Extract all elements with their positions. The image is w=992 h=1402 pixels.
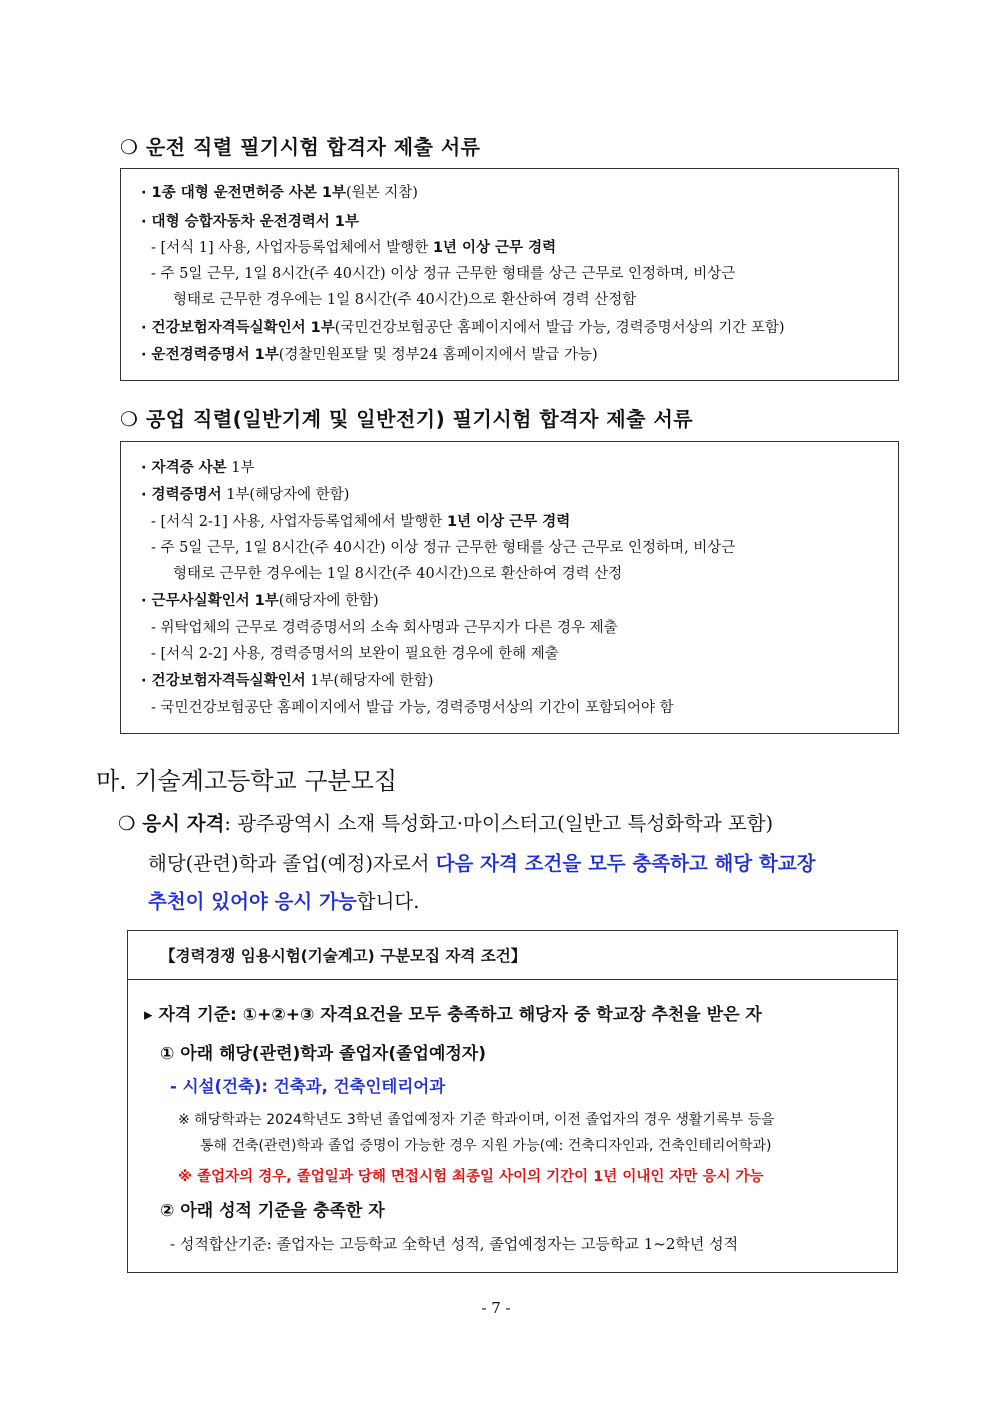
note-2-graduates: ※ 졸업자의 경우, 졸업일과 당해 면접시험 최종일 사이의 기간이 1년 이내인 자만 응시 가능 (178, 1169, 764, 1185)
qualification-line-1: ❍ 응시 자격: 광주광역시 소재 특성화고·마이스터고(일반고 특성화학과 포함) (118, 812, 774, 835)
section-heading-driver: ❍ 운전 직렬 필기시험 합격자 제출 서류 (120, 135, 481, 159)
doc-subitem-cont: 형태로 근무한 경우에는 1일 8시간(주 40시간)으로 환산하여 경력 산정함 (173, 292, 637, 308)
doc-item: · 건강보험자격득실확인서 1부(국민건강보험공단 홈페이지에서 발급 가능, 경력증명서상의 기간 포함) (141, 320, 785, 336)
doc-item: · 자격증 사본 1부 (141, 460, 255, 476)
doc-subitem: - 위탁업체의 근무로 경력증명서의 소속 회사명과 근무지가 다른 경우 제출 (151, 620, 618, 636)
conditions-title-row (128, 931, 897, 980)
doc-subitem: - 국민건강보험공단 홈페이지에서 발급 가능, 경력증명서상의 기간이 포함되어야 함 (151, 700, 674, 716)
industrial-documents-box (120, 441, 899, 734)
criterion-2-detail: - 성적합산기준: 졸업자는 고등학교 全학년 성적, 졸업예정자는 고등학교 1~2학년 성적 (170, 1235, 739, 1253)
doc-subitem-cont: 형태로 근무한 경우에는 1일 8시간(주 40시간)으로 환산하여 경력 산정 (173, 566, 623, 582)
doc-item: · 경력증명서 1부(해당자에 한함) (141, 487, 350, 503)
doc-item: · 운전경력증명서 1부(경찰민원포탈 및 정부24 홈페이지에서 발급 가능) (141, 347, 598, 363)
doc-subitem: - 주 5일 근무, 1일 8시간(주 40시간) 이상 정규 근무한 형태를 상근 근무로 인정하며, 비상근 (151, 540, 736, 556)
doc-subitem: - [서식 2-2] 사용, 경력증명서의 보완이 필요한 경우에 한해 제출 (151, 646, 559, 662)
doc-item: · 근무사실확인서 1부(해당자에 한함) (141, 593, 379, 609)
doc-subitem: - [서식 1] 사용, 사업자등록업체에서 발행한 1년 이상 근무 경력 (151, 240, 557, 256)
section-heading-industrial: ❍ 공업 직렬(일반기계 및 일반전기) 필기시험 합격자 제출 서류 (120, 407, 694, 431)
criterion-1-department: - 시설(건축): 건축과, 건축인테리어과 (170, 1077, 446, 1096)
note-1b: 통해 건축(관련)학과 졸업 증명이 가능한 경우 지원 가능(예: 건축디자인과, 건축인테리어학과) (200, 1138, 772, 1154)
driver-documents-box (120, 168, 899, 381)
note-1a: ※ 해당학과는 2024학년도 3학년 졸업예정자 기준 학과이며, 이전 졸업자의 경우 생활기록부 등을 (178, 1112, 775, 1128)
criterion-1: ① 아래 해당(관련)학과 졸업자(졸업예정자) (160, 1044, 486, 1064)
doc-item: · 1종 대형 운전면허증 사본 1부(원본 지참) (141, 185, 418, 201)
section-heading-tech-school: 마. 기술계고등학교 구분모집 (96, 767, 398, 795)
criterion-2: ② 아래 성적 기준을 충족한 자 (160, 1201, 385, 1221)
doc-item: · 대형 승합자동차 운전경력서 1부 (141, 214, 359, 230)
doc-subitem: - 주 5일 근무, 1일 8시간(주 40시간) 이상 정규 근무한 형태를 상근 근무로 인정하며, 비상근 (151, 266, 736, 282)
conditions-title: 【경력경쟁 임용시험(기술계고) 구분모집 자격 조건】 (160, 947, 527, 965)
qualification-line-2: 해당(관련)학과 졸업(예정)자로서 다음 자격 조건을 모두 충족하고 해당 학교장 (148, 852, 816, 875)
qualification-conditions-box (127, 930, 898, 1273)
qualification-line-3: 추천이 있어야 응시 가능합니다. (148, 890, 420, 913)
doc-item: · 건강보험자격득실확인서 1부(해당자에 한함) (141, 673, 434, 689)
doc-subitem: - [서식 2-1] 사용, 사업자등록업체에서 발행한 1년 이상 근무 경력 (151, 514, 571, 530)
page-number: - 7 - (481, 1299, 511, 1317)
criteria-line: ▸ 자격 기준: ①+②+③ 자격요건을 모두 충족하고 해당자 중 학교장 추천을 받은 자 (144, 1005, 762, 1025)
